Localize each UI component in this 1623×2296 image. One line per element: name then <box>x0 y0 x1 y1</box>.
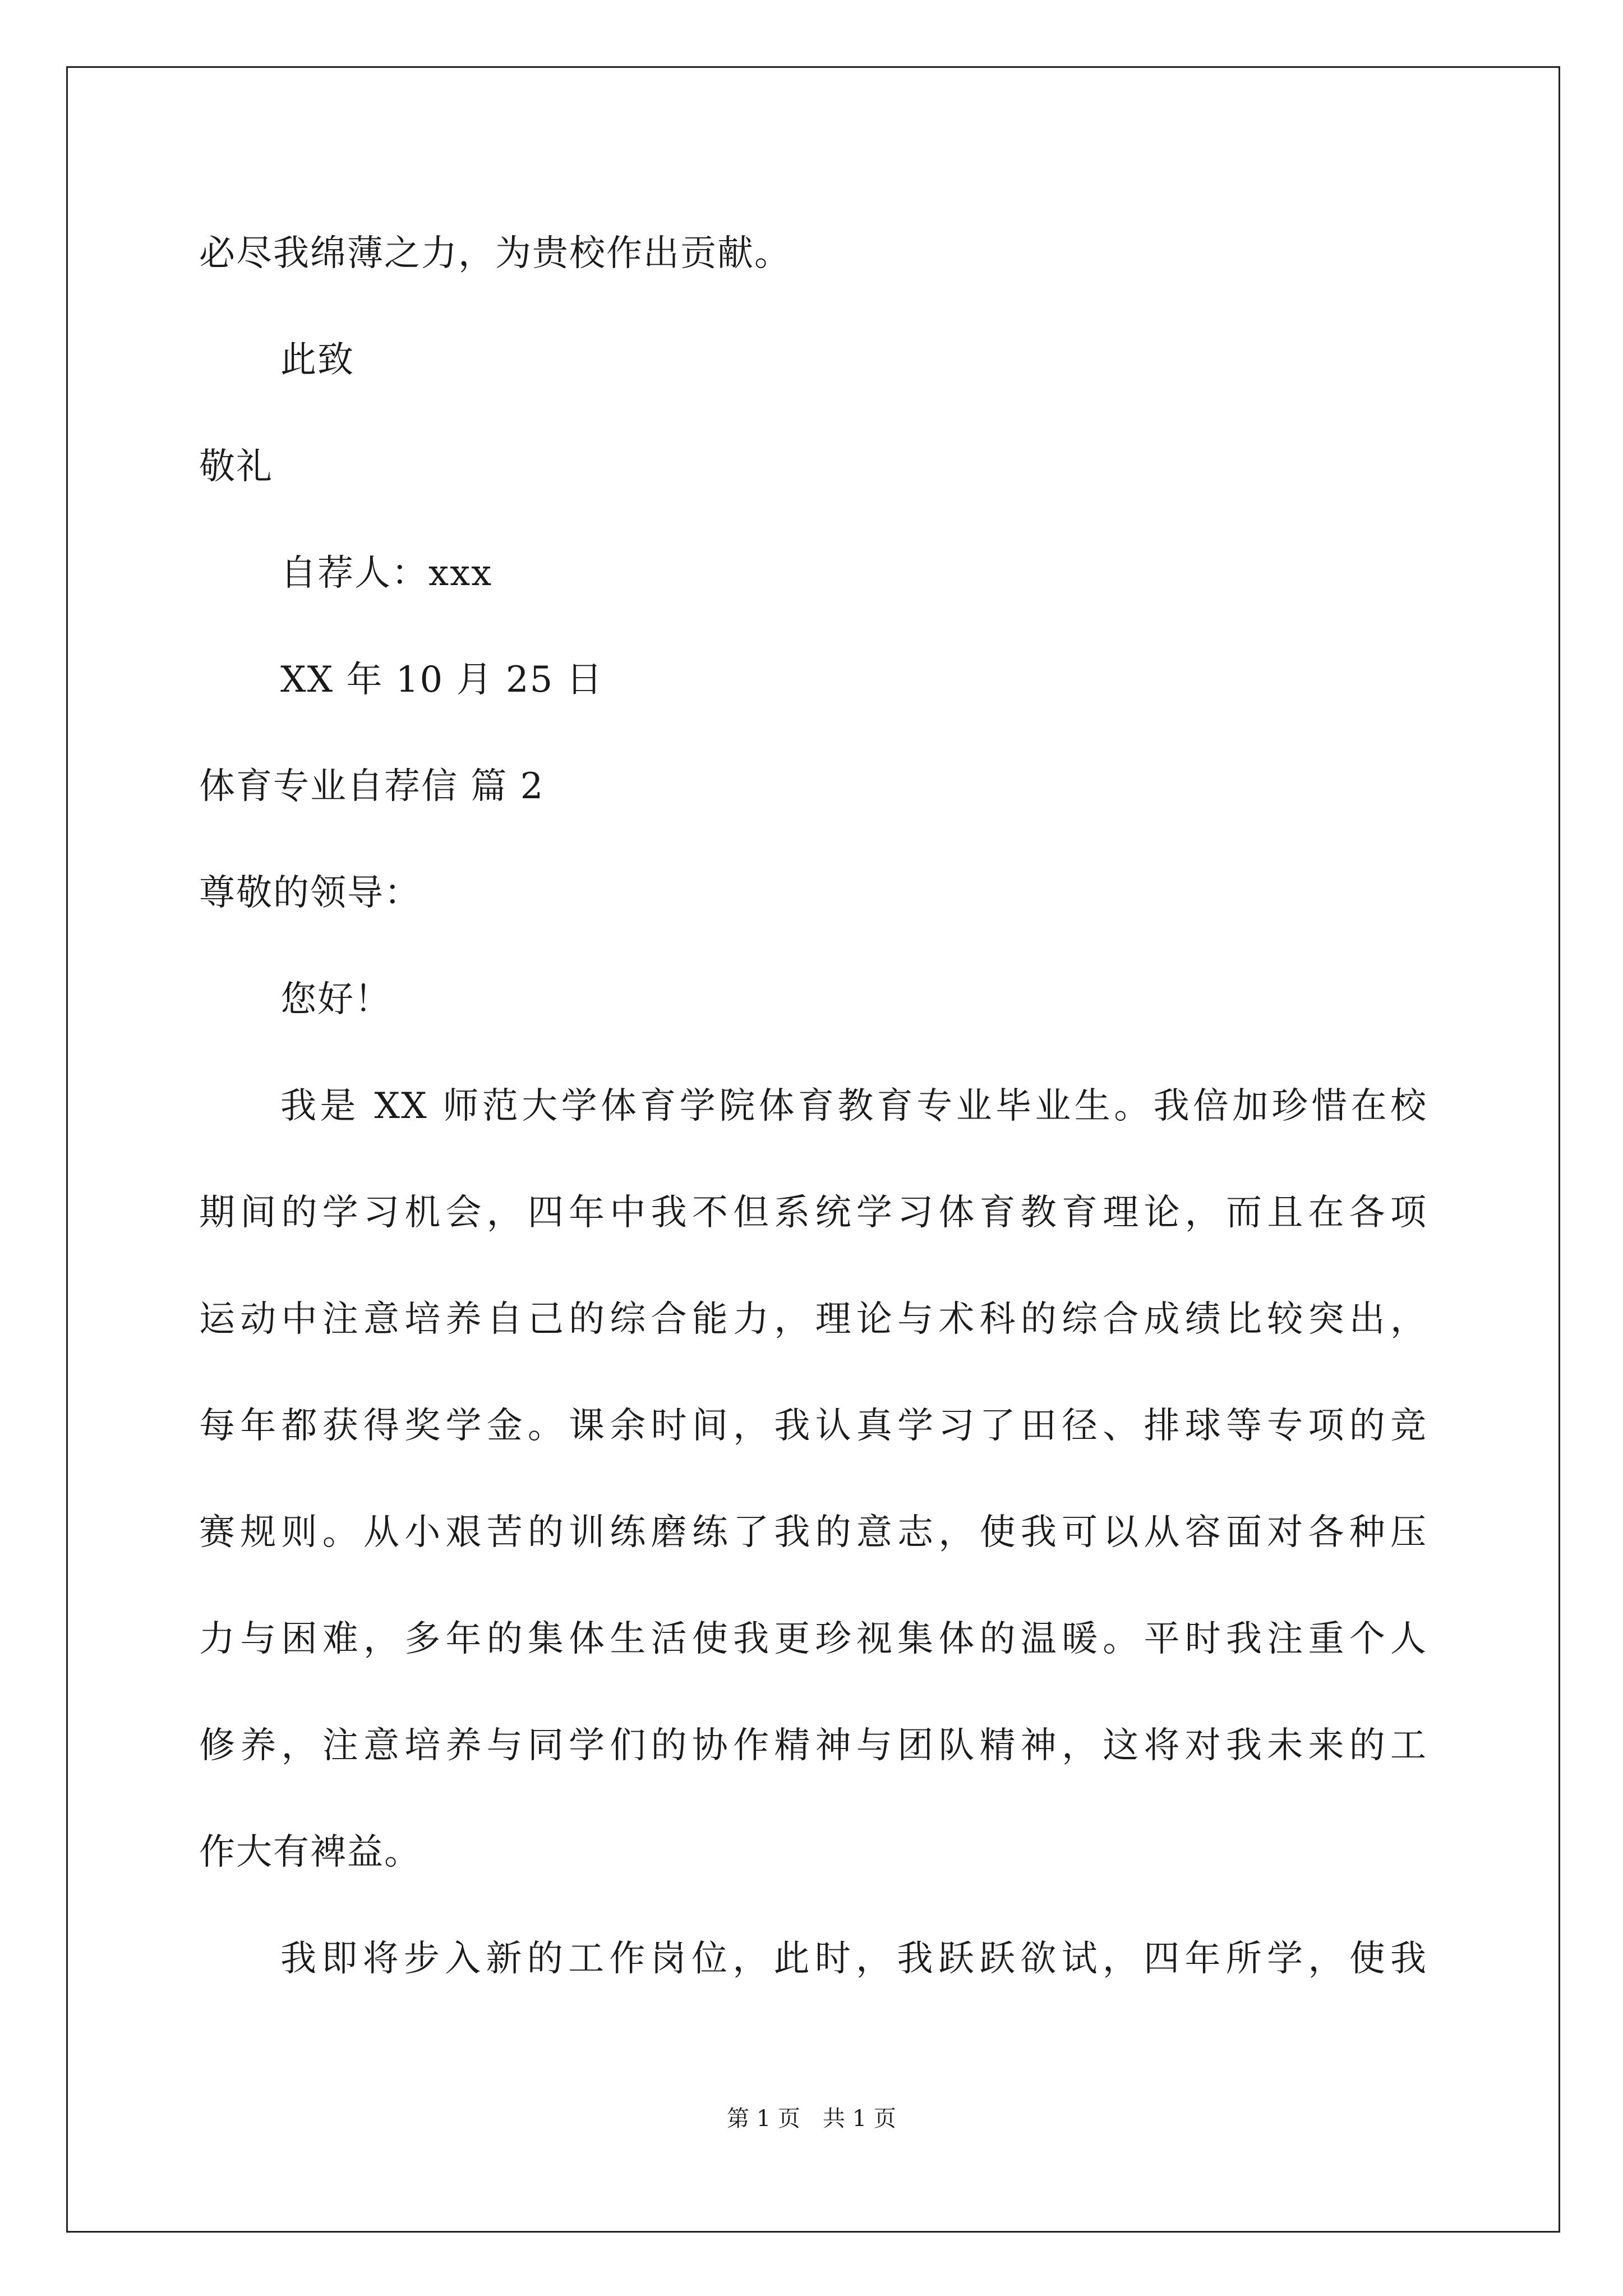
paragraph-line: 我即将步入新的工作岗位，此时，我跃跃欲试，四年所学，使我 <box>280 1938 1427 1980</box>
date-line: XX 年 10 月 25 日 <box>280 659 603 701</box>
greeting-recipient: 尊敬的领导： <box>199 872 421 914</box>
section-heading: 体育专业自荐信 篇 2 <box>199 766 545 807</box>
salutation-jingli: 敬礼 <box>199 446 273 487</box>
paragraph-line: 每年都获得奖学金。课余时间，我认真学习了田径、排球等专项的竞 <box>199 1405 1427 1447</box>
paragraph-line: 修养，注意培养与同学们的协作精神与团队精神，这将对我未来的工 <box>199 1725 1427 1766</box>
page-border <box>66 66 1560 2233</box>
paragraph-line: 赛规则。从小艰苦的训练磨练了我的意志，使我可以从容面对各种压 <box>199 1512 1427 1553</box>
paragraph-line: 作大有裨益。 <box>199 1832 421 1873</box>
closing-sentence: 必尽我绵薄之力，为贵校作出贡献。 <box>199 233 791 274</box>
paragraph-line: 期间的学习机会，四年中我不但系统学习体育教育理论，而且在各项 <box>199 1192 1427 1234</box>
signature-line: 自荐人：xxx <box>280 553 493 594</box>
paragraph-line: 力与困难，多年的集体生活使我更珍视集体的温暖。平时我注重个人 <box>199 1618 1427 1660</box>
paragraph-line: 运动中注意培养自己的综合能力，理论与术科的综合成绩比较突出， <box>199 1299 1427 1340</box>
salutation-cizhi: 此致 <box>280 339 354 381</box>
paragraph-line: 我是 XX 师范大学体育学院体育教育专业毕业生。我倍加珍惜在校 <box>280 1085 1427 1127</box>
page-number: 第 1 页 共 1 页 <box>727 2106 896 2132</box>
greeting-hello: 您好！ <box>280 979 391 1020</box>
